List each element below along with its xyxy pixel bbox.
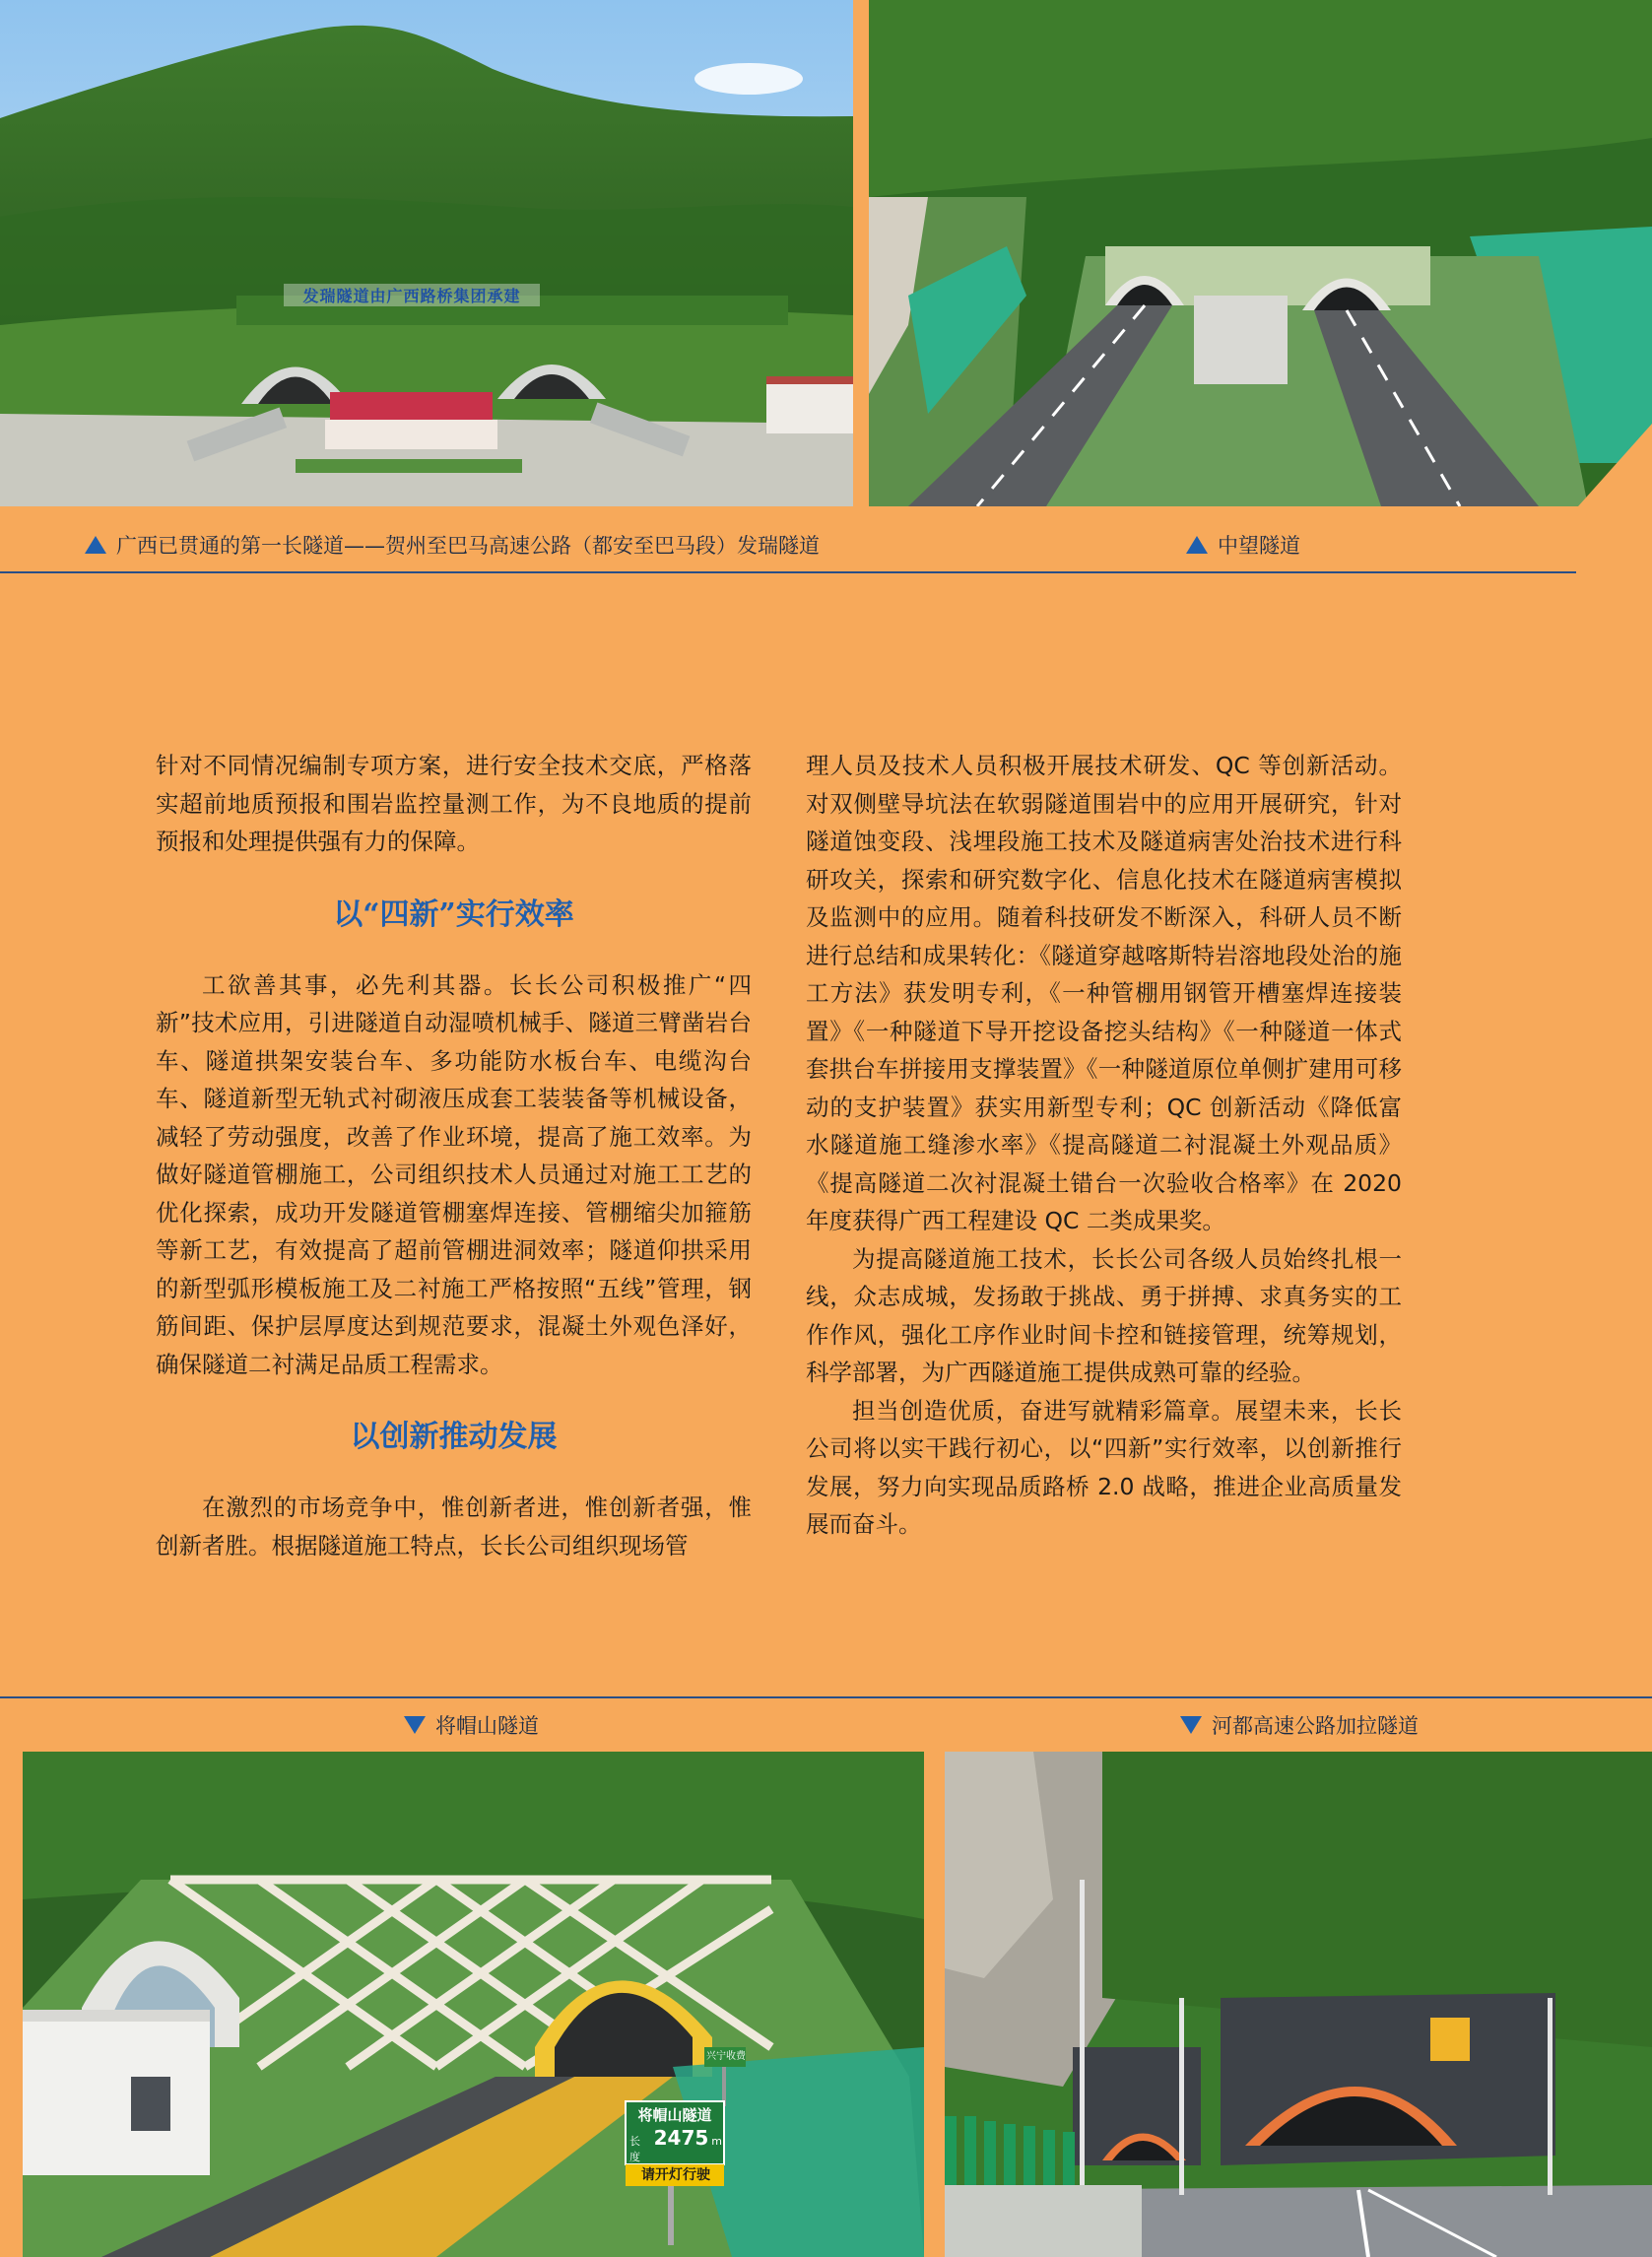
tunnel-sign-length (629, 2126, 722, 2164)
left-paragraph-1: 针对不同情况编制专项方案，进行安全技术交底，严格落实超前地质预报和围岩监控量测工作，为不良地质的提前预报和处理提供强有力的保障。 (156, 752, 752, 855)
caption-jiangmaoshan-text: 将帽山隧道 (435, 1714, 539, 1738)
triangle-up-icon (1186, 536, 1208, 554)
right-paragraph-2: 为提高隧道施工技术，长长公司各级人员始终扎根一线，众志成城，发扬敢于挑战、勇于拼搏、求真务实的工作作风，强化工序作业时间卡控和链接管理，统筹规划，科学部署，为广西隧道施工提供成熟可靠的经验。 (806, 1244, 1402, 1386)
caption-fari-tunnel (85, 530, 820, 560)
bottom-divider (0, 1696, 1652, 1698)
section-heading-innovation: 以创新推动发展 (350, 1420, 558, 1454)
tunnel-sign-notice: 请开灯行驶 (641, 2167, 710, 2183)
photo-jiangmaoshan-tunnel (23, 1752, 924, 2257)
caption-zhongwang-tunnel (1186, 530, 1300, 560)
tunnel-sign-length-value: 2475 (653, 2126, 709, 2150)
small-sign-text: 兴宁收费 (706, 2051, 746, 2062)
photo-fari-tunnel (0, 0, 853, 506)
triangle-up-icon (85, 536, 106, 554)
caption-jiala-tunnel (1180, 1710, 1419, 1740)
caption-fari-text: 广西已贯通的第一长隧道——贺州至巴马高速公路（都安至巴马段）发瑞隧道 (116, 534, 820, 558)
photo-zhongwang-tunnel (869, 0, 1652, 506)
tunnel-sign-name: 将帽山隧道 (637, 2106, 712, 2124)
left-paragraph-3: 在激烈的市场竞争中，惟创新者进，惟创新者强，惟创新者胜。根据隧道施工特点，长长公司组织现场管 (156, 1494, 752, 1560)
caption-jiangmaoshan-tunnel (404, 1710, 539, 1740)
triangle-down-icon (1180, 1716, 1202, 1734)
triangle-down-icon (404, 1716, 426, 1734)
right-paragraph-1: 理人员及技术人员积极开展技术研发、QC 等创新活动。对双侧壁导坑法在软弱隧道围岩中的应用开展研究，针对隧道蚀变段、浅埋段施工技术及隧道病害处治技术进行科研攻关，探索和研究数字化、信息化技术在隧道病害模拟及监测中的应用。随着科技研发不断深入，科研人员不断进行总结和成果转化：《隧道穿越喀斯特岩溶地段处治的施工方法》获发明专利，《一种管棚用钢管开槽塞焊连接装置》《一种隧道下导开挖设备挖头结构》《一种隧道一体式套拱台车拼接用支撑装置》《一种隧道原位单侧扩建用可移动的支护装置》获实用新型专利；QC 创新活动《降低富水隧道施工缝渗水率》《提高隧道二衬混凝土外观品质》《提高隧道二次衬混凝土错台一次验收合格率》在 2020 年度获得广西工程建设 QC 二类成果奖。 (806, 752, 1402, 1234)
caption-jiala-text: 河都高速公路加拉隧道 (1212, 1714, 1419, 1738)
right-column (806, 747, 1402, 1544)
section-heading-four-new: 以“四新”实行效率 (333, 896, 574, 932)
photo-jiala-tunnel (945, 1752, 1652, 2257)
fari-sign-text: 发瑞隧道由广西路桥集团承建 (284, 284, 540, 306)
right-paragraph-3: 担当创造优质，奋进写就精彩篇章。展望未来，长长公司将以实干践行初心，以“四新”实行效率，以创新推行发展，努力向实现品质路桥 2.0 战略，推进企业高质量发展而奋斗。 (806, 1396, 1402, 1538)
tunnel-sign-length-label: 长度 (629, 2135, 640, 2163)
caption-zhongwang-text: 中望隧道 (1218, 534, 1300, 558)
left-paragraph-2: 工欲善其事，必先利其器。长长公司积极推广“四新”技术应用，引进隧道自动湿喷机械手、隧道三臂凿岩台车、隧道拱架安装台车、多功能防水板台车、电缆沟台车、隧道新型无轨式衬砌液压成套工装装备等机械设备，减轻了劳动强度，改善了作业环境，提高了施工效率。为做好隧道管棚施工，公司组织技术人员通过对施工工艺的优化探索，成功开发隧道管棚塞焊连接、管棚缩尖加箍筋等新工艺，有效提高了超前管棚进洞效率；隧道仰拱采用的新型弧形模板施工及二衬施工严格按照“五线”管理，钢筋间距、保护层厚度达到规范要求，混凝土外观色泽好，确保隧道二衬满足品质工程需求。 (156, 970, 752, 1378)
top-divider (0, 571, 1576, 573)
left-column (156, 747, 752, 1564)
tunnel-sign-length-unit: m (711, 2135, 722, 2148)
